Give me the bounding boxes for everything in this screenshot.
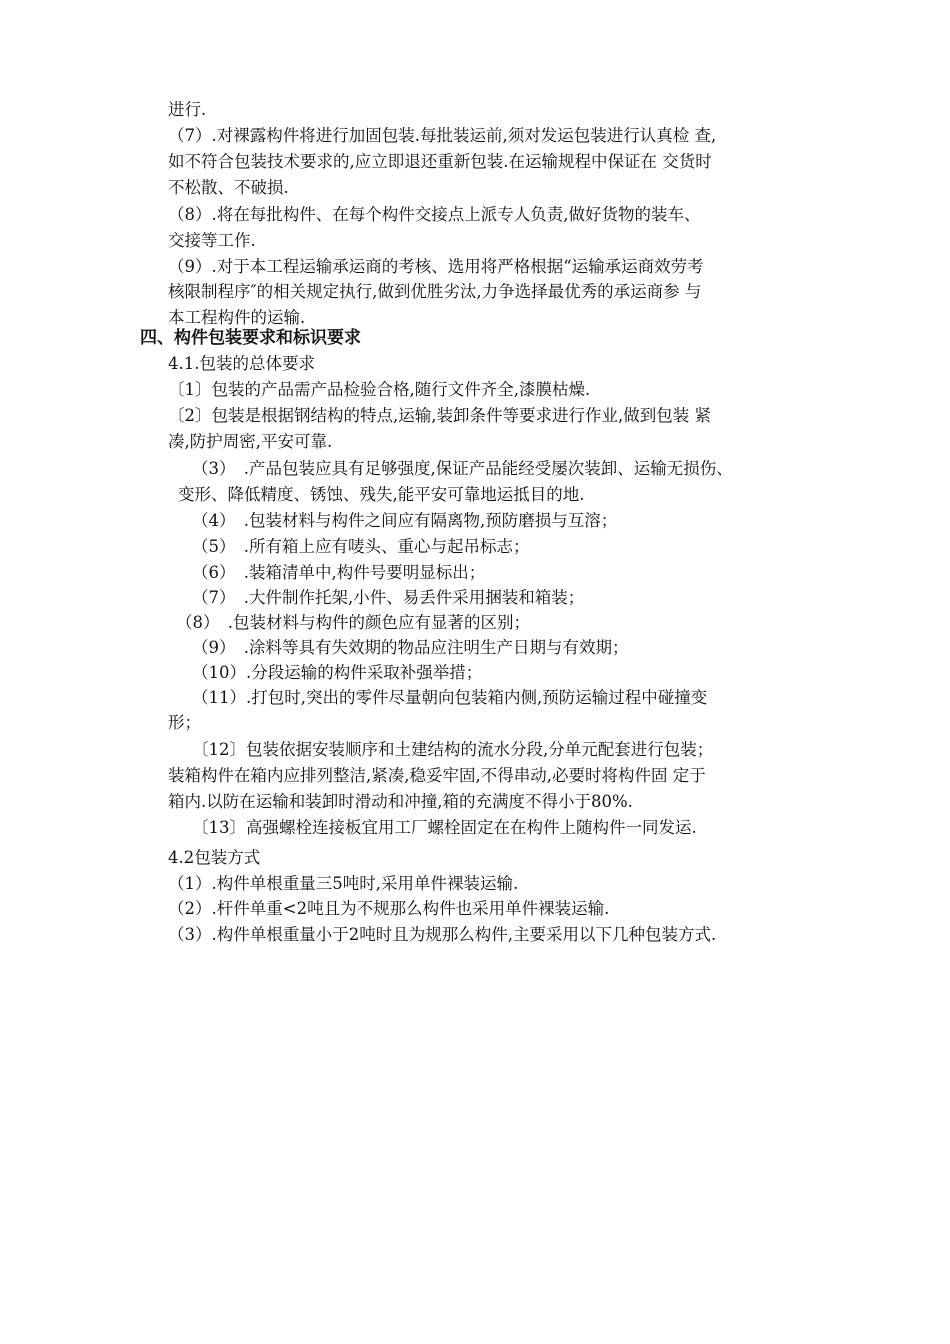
text-line: （3）.构件单根重量小于2吨时且为规那么构件,主要采用以下几种包装方式.: [168, 925, 717, 944]
text-line: （10）.分段运输的构件采取补强举措；: [192, 663, 483, 682]
text-line: 本工程构件的运输.: [168, 308, 306, 327]
text-line: 交接等工作.: [168, 231, 256, 250]
text-line: 核限制程序″的相关规定执行,做到优胜劣汰,力争选择最优秀的承运商参 与: [168, 282, 702, 301]
text-line: （4） .包装材料与构件之间应有隔离物,预防磨损与互溶；: [192, 511, 618, 530]
text-line: （5） .所有箱上应有唛头、重心与起吊标志；: [192, 537, 530, 556]
text-line: 〔2〕包装是根据钢结构的特点,运输,装卸条件等要求进行作业,做到包装 紧: [168, 406, 711, 425]
subsection-heading: 4.1.包装的总体要求: [168, 354, 315, 373]
text-line: 不松散、不破损.: [168, 178, 289, 197]
text-line: （2）.杆件单重<2吨且为不规那么构件也采用单件裸装运输.: [168, 899, 610, 918]
text-line: 如不符合包装技术要求的,应立即退还重新包装.在运输规程中保证在 交货时: [168, 152, 712, 171]
subsection-heading: 4.2包装方式: [168, 848, 261, 867]
text-line: （7）.对裸露构件将进行加固包装.每批装运前,须对发运包装进行认真检 查,: [168, 126, 717, 145]
text-line: （11）.打包时,突出的零件尽量朝向包装箱内侧,预防运输过程中碰撞变: [192, 688, 708, 707]
text-line: （8）.将在每批构件、在每个构件交接点上派专人负责,做好货物的装车、: [168, 205, 701, 224]
text-line: 装箱构件在箱内应排列整洁,紧凑,稳妥牢固,不得串动,必要时将构件固 定于: [168, 766, 706, 785]
text-line: （8） .包装材料与构件的颜色应有显著的区别；: [176, 613, 530, 632]
text-line: 〔12〕包装依据安装顺序和土建结构的流水分段,分单元配套进行包装；: [192, 740, 714, 759]
text-line: （9） .涂料等具有失效期的物品应注明生产日期与有效期；: [192, 638, 629, 657]
text-line: 形；: [168, 713, 201, 732]
text-line: 变形、降低精度、锈蚀、残失,能平安可靠地运抵目的地.: [178, 485, 585, 504]
text-line: 箱内.以防在运输和装卸时滑动和冲撞,箱的充满度不得小于80%.: [168, 792, 633, 811]
text-line: 〔13〕高强螺栓连接板宜用工厂螺栓固定在在构件上随构件一同发运.: [192, 818, 697, 837]
text-line: （9）.对于本工程运输承运商的考核、选用将严格根据“运输承运商效劳考: [168, 257, 704, 276]
text-line: 进行.: [168, 100, 207, 119]
text-line: （7） .大件制作托架,小件、易丢件采用捆装和箱装；: [192, 588, 585, 607]
text-line: （3） .产品包装应具有足够强度,保证产品能经受屡次装卸、运输无损伤、: [192, 459, 733, 478]
text-line: （1）.构件单根重量三5吨时,采用单件裸装运输.: [168, 874, 519, 893]
section-heading: 四、构件包装要求和标识要求: [140, 328, 361, 348]
text-line: 凑,防护周密,平安可靠.: [168, 432, 333, 451]
text-line: 〔1〕包装的产品需产品检验合格,随行文件齐全,漆膜枯燥.: [168, 380, 591, 399]
text-line: （6） .装箱清单中,构件号要明显标出；: [192, 563, 486, 582]
